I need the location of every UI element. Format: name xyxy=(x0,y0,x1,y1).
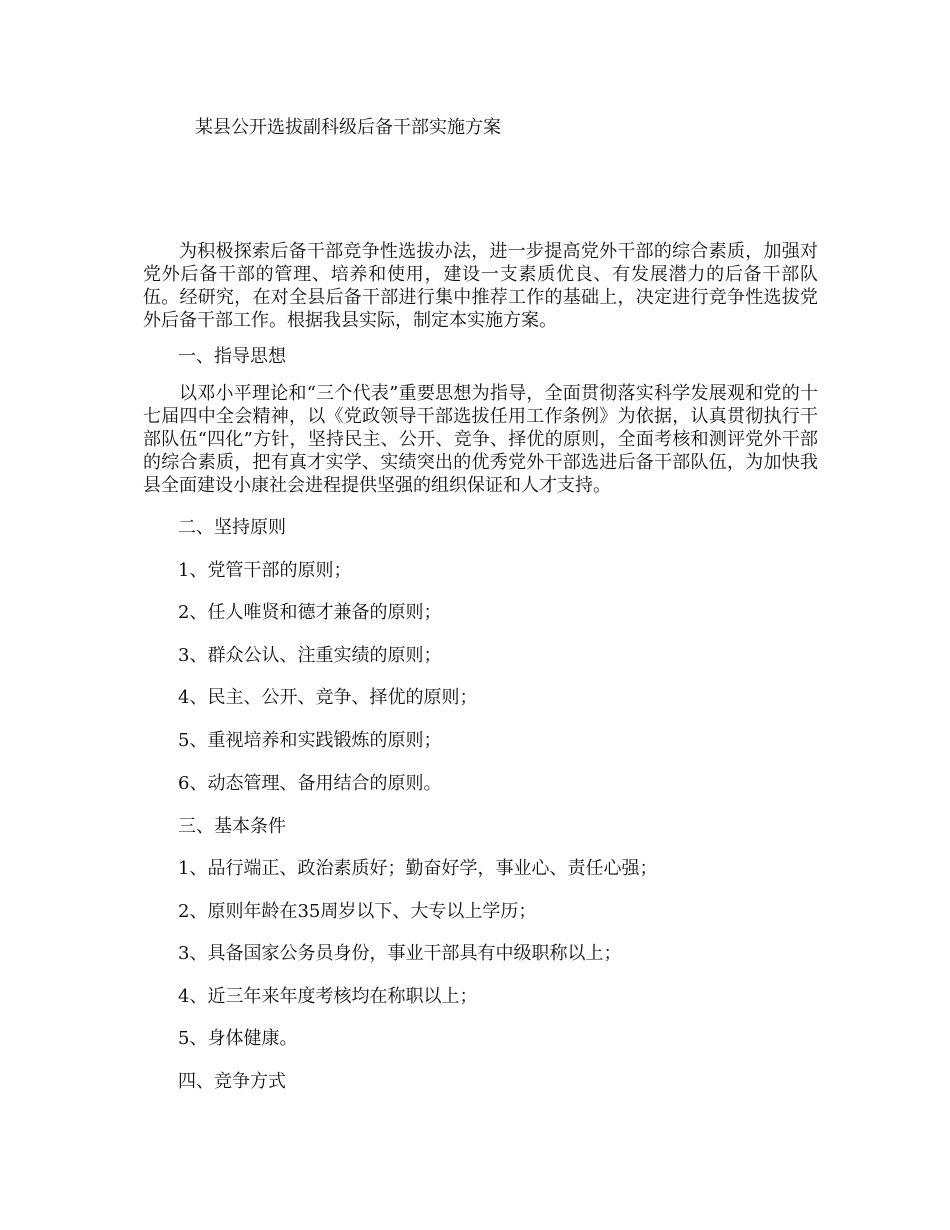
condition-item-5: 5、身体健康。 xyxy=(178,1028,298,1049)
principle-item-5: 5、重视培养和实践锻炼的原则； xyxy=(178,730,442,751)
intro-section xyxy=(143,240,818,332)
document-title: 某县公开选拔副科级后备干部实施方案 xyxy=(195,117,501,138)
condition-item-4: 4、近三年来年度考核均在称职以上； xyxy=(178,986,478,1007)
condition-item-2: 2、原则年龄在35周岁以下、大专以上学历； xyxy=(178,901,537,922)
principle-item-3: 3、群众公认、注重实绩的原则； xyxy=(178,645,442,666)
principle-item-6: 6、动态管理、备用结合的原则。 xyxy=(178,773,442,794)
section-2-heading: 二、坚持原则 xyxy=(178,517,286,538)
section-4-heading: 四、竞争方式 xyxy=(178,1071,286,1092)
condition-item-1: 1、品行端正、政治素质好；勤奋好学，事业心、责任心强； xyxy=(178,858,658,879)
condition-item-3: 3、具备国家公务员身份，事业干部具有中级职称以上； xyxy=(178,943,622,964)
section-3-heading: 三、基本条件 xyxy=(178,816,286,837)
section-1-heading: 一、指导思想 xyxy=(178,346,286,367)
section-1-paragraph: 以邓小平理论和“三个代表”重要思想为指导，全面贯彻落实科学发展观和党的十七届四中全会精神，以《党政领导干部选拔任用工作条例》为依据，认真贯彻执行干部队伍“四化”方针，坚持民主、公开、竞争、择优的原则，全面考核和测评党外干部的综合素质，把有真才实学、实绩突出的优秀党外干部选进后备干部队伍，为加快我县全面建设小康社会进程提供坚强的组织保证和人才支持。 xyxy=(143,383,818,496)
principle-item-2: 2、任人唯贤和德才兼备的原则； xyxy=(178,602,442,623)
intro-paragraph: 为积极探索后备干部竞争性选拔办法，进一步提高党外干部的综合素质，加强对党外后备干部的管理、培养和使用，建设一支素质优良、有发展潜力的后备干部队伍。经研究，在对全县后备干部进行集中推荐工作的基础上，决定进行竞争性选拔党外后备干部工作。根据我县实际，制定本实施方案。 xyxy=(143,241,818,331)
principle-item-1: 1、党管干部的原则； xyxy=(178,560,352,581)
section-1-body xyxy=(143,382,818,497)
principle-item-4: 4、民主、公开、竞争、择优的原则； xyxy=(178,687,478,708)
